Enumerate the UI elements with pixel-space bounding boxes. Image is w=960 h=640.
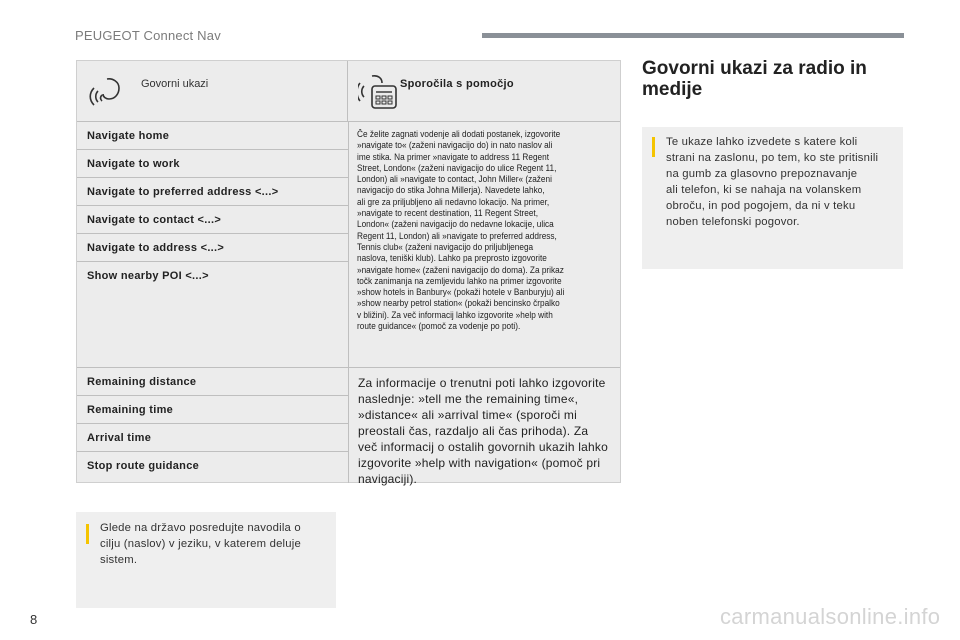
help-line: route guidance« (pomoč za vodenje po poti).: [357, 321, 521, 333]
help-line: London) ali »navigate to contact, John Miller« (zaženi: [357, 174, 552, 186]
section-title: [642, 58, 904, 100]
route-help-text: [358, 375, 614, 487]
section-title-line: medije: [642, 79, 703, 100]
note-accent-bar: [652, 137, 655, 157]
help-line: ali gre za priljubljeno ali nedavno lokacijo. Na primer,: [357, 196, 550, 208]
help-message-icon: [358, 72, 398, 110]
table-header-right-text: Sporočila s pomočjo: [400, 78, 514, 90]
info-note-right: [642, 127, 903, 269]
help-line: Za informacije o trenutni poti lahko izgovorite: [358, 376, 606, 390]
note-accent-bar: [86, 524, 89, 544]
command-cell: [77, 452, 348, 482]
command-cell: [77, 262, 348, 368]
help-line: »show hotels in Banbury« (pokaži hotele v Banburyju) ali: [357, 287, 565, 299]
command-label: Remaining distance: [87, 376, 197, 388]
command-label: Navigate to contact <...>: [87, 214, 222, 226]
help-line: »distance« ali »arrival time« (sporoči mi: [358, 408, 577, 422]
note-text: [666, 134, 878, 230]
command-cell: [77, 396, 348, 424]
help-line: »navigate to« (zaženi navigacijo do) in nato naslov ali: [357, 140, 553, 152]
command-cell: [77, 122, 348, 150]
command-cell: [77, 178, 348, 206]
note-line: strani na zaslonu, po tem, ko ste pritisnili: [666, 152, 879, 164]
column-divider: [348, 122, 349, 483]
table-header-left-text: Govorni ukazi: [141, 78, 209, 90]
note-line: cilju (naslov) v jeziku, v katerem deluje: [100, 538, 301, 550]
table-header-row: [77, 61, 620, 122]
note-line: sistem.: [100, 554, 138, 566]
help-line: Če želite zagnati vodenje ali dodati postanek, izgovorite: [357, 129, 561, 140]
command-cell: [77, 424, 348, 452]
header-bar: [482, 33, 904, 38]
command-cell: [77, 206, 348, 234]
help-line: London« (zaženi navigacijo do nedavne lokacije, ulica: [357, 219, 554, 231]
voice-command-icon: [89, 75, 123, 107]
help-line: naslednje: »tell me the remaining time«,: [358, 392, 579, 406]
table-header-right: [348, 61, 620, 121]
help-line: ime stika. Na primer »navigate to address 11 Regent: [357, 151, 550, 163]
note-line: Te ukaze lahko izvedete s katere koli: [666, 136, 858, 148]
help-line: »show nearby petrol station« (pokaži bencinsko črpalko: [357, 298, 560, 310]
help-line: Regent 11, London) ali »navigate to preferred address,: [357, 230, 557, 242]
navigation-help-text: [357, 129, 617, 332]
command-label: Navigate to preferred address <...>: [87, 186, 279, 198]
help-line: točk zanimanja na zemljevidu lahko na primer izgovorite: [357, 275, 562, 287]
note-line: ali telefon, ki se nahaja na volanskem: [666, 184, 862, 196]
help-line: v bližini). Za več informacij lahko izgovorite »help with: [357, 309, 553, 321]
note-line: na gumb za glasovno prepoznavanje: [666, 168, 858, 180]
info-note-left: [76, 512, 336, 608]
command-label: Stop route guidance: [87, 460, 200, 472]
command-label: Navigate to work: [87, 158, 180, 170]
help-line: naslova, teniški klub). Lahko pa preprosto izgovorite: [357, 253, 547, 265]
help-line: Tennis club« (zaženi navigacijo do priljubljenega: [357, 241, 534, 253]
help-line: preostali čas, razdaljo ali čas prihoda). Za: [358, 424, 589, 438]
help-line: Street, London« (zaženi navigacijo do ulice Regent 11,: [357, 162, 557, 174]
command-label: Show nearby POI <...>: [87, 270, 209, 282]
help-line: izgovorite »help with navigation« (pomoč pri: [358, 456, 601, 470]
help-line: »navigate to recent destination, 11 Regent Street,: [357, 208, 539, 220]
note-line: noben telefonski pogovor.: [666, 216, 800, 228]
command-label: Arrival time: [87, 432, 152, 444]
section-title-line: Govorni ukazi za radio in: [642, 58, 867, 79]
voice-command-table: [76, 60, 621, 486]
help-line: več informacij o ostalih govornih ukazih lahko: [358, 440, 608, 454]
watermark: carmanualsonline.info: [720, 604, 941, 629]
command-label: Navigate home: [87, 130, 170, 142]
command-cell: [77, 234, 348, 262]
table-header-left: [77, 61, 348, 121]
note-text: [100, 520, 301, 568]
help-line: navigaciji).: [358, 472, 418, 486]
command-label: Navigate to address <...>: [87, 242, 225, 254]
help-line: »navigate home« (zaženi navigacijo do doma). Za prikaz: [357, 264, 564, 276]
header-title: PEUGEOT Connect Nav: [75, 28, 221, 43]
command-label: Remaining time: [87, 404, 174, 416]
note-line: obroču, in pod pogojem, da ni v teku: [666, 200, 856, 212]
command-cell: [77, 368, 348, 396]
note-line: Glede na državo posredujte navodila o: [100, 522, 301, 534]
command-cell: [77, 150, 348, 178]
help-line: navigacijo do stika Johna Millerja). Navedete lahko,: [357, 185, 545, 197]
page-number: 8: [30, 612, 38, 627]
